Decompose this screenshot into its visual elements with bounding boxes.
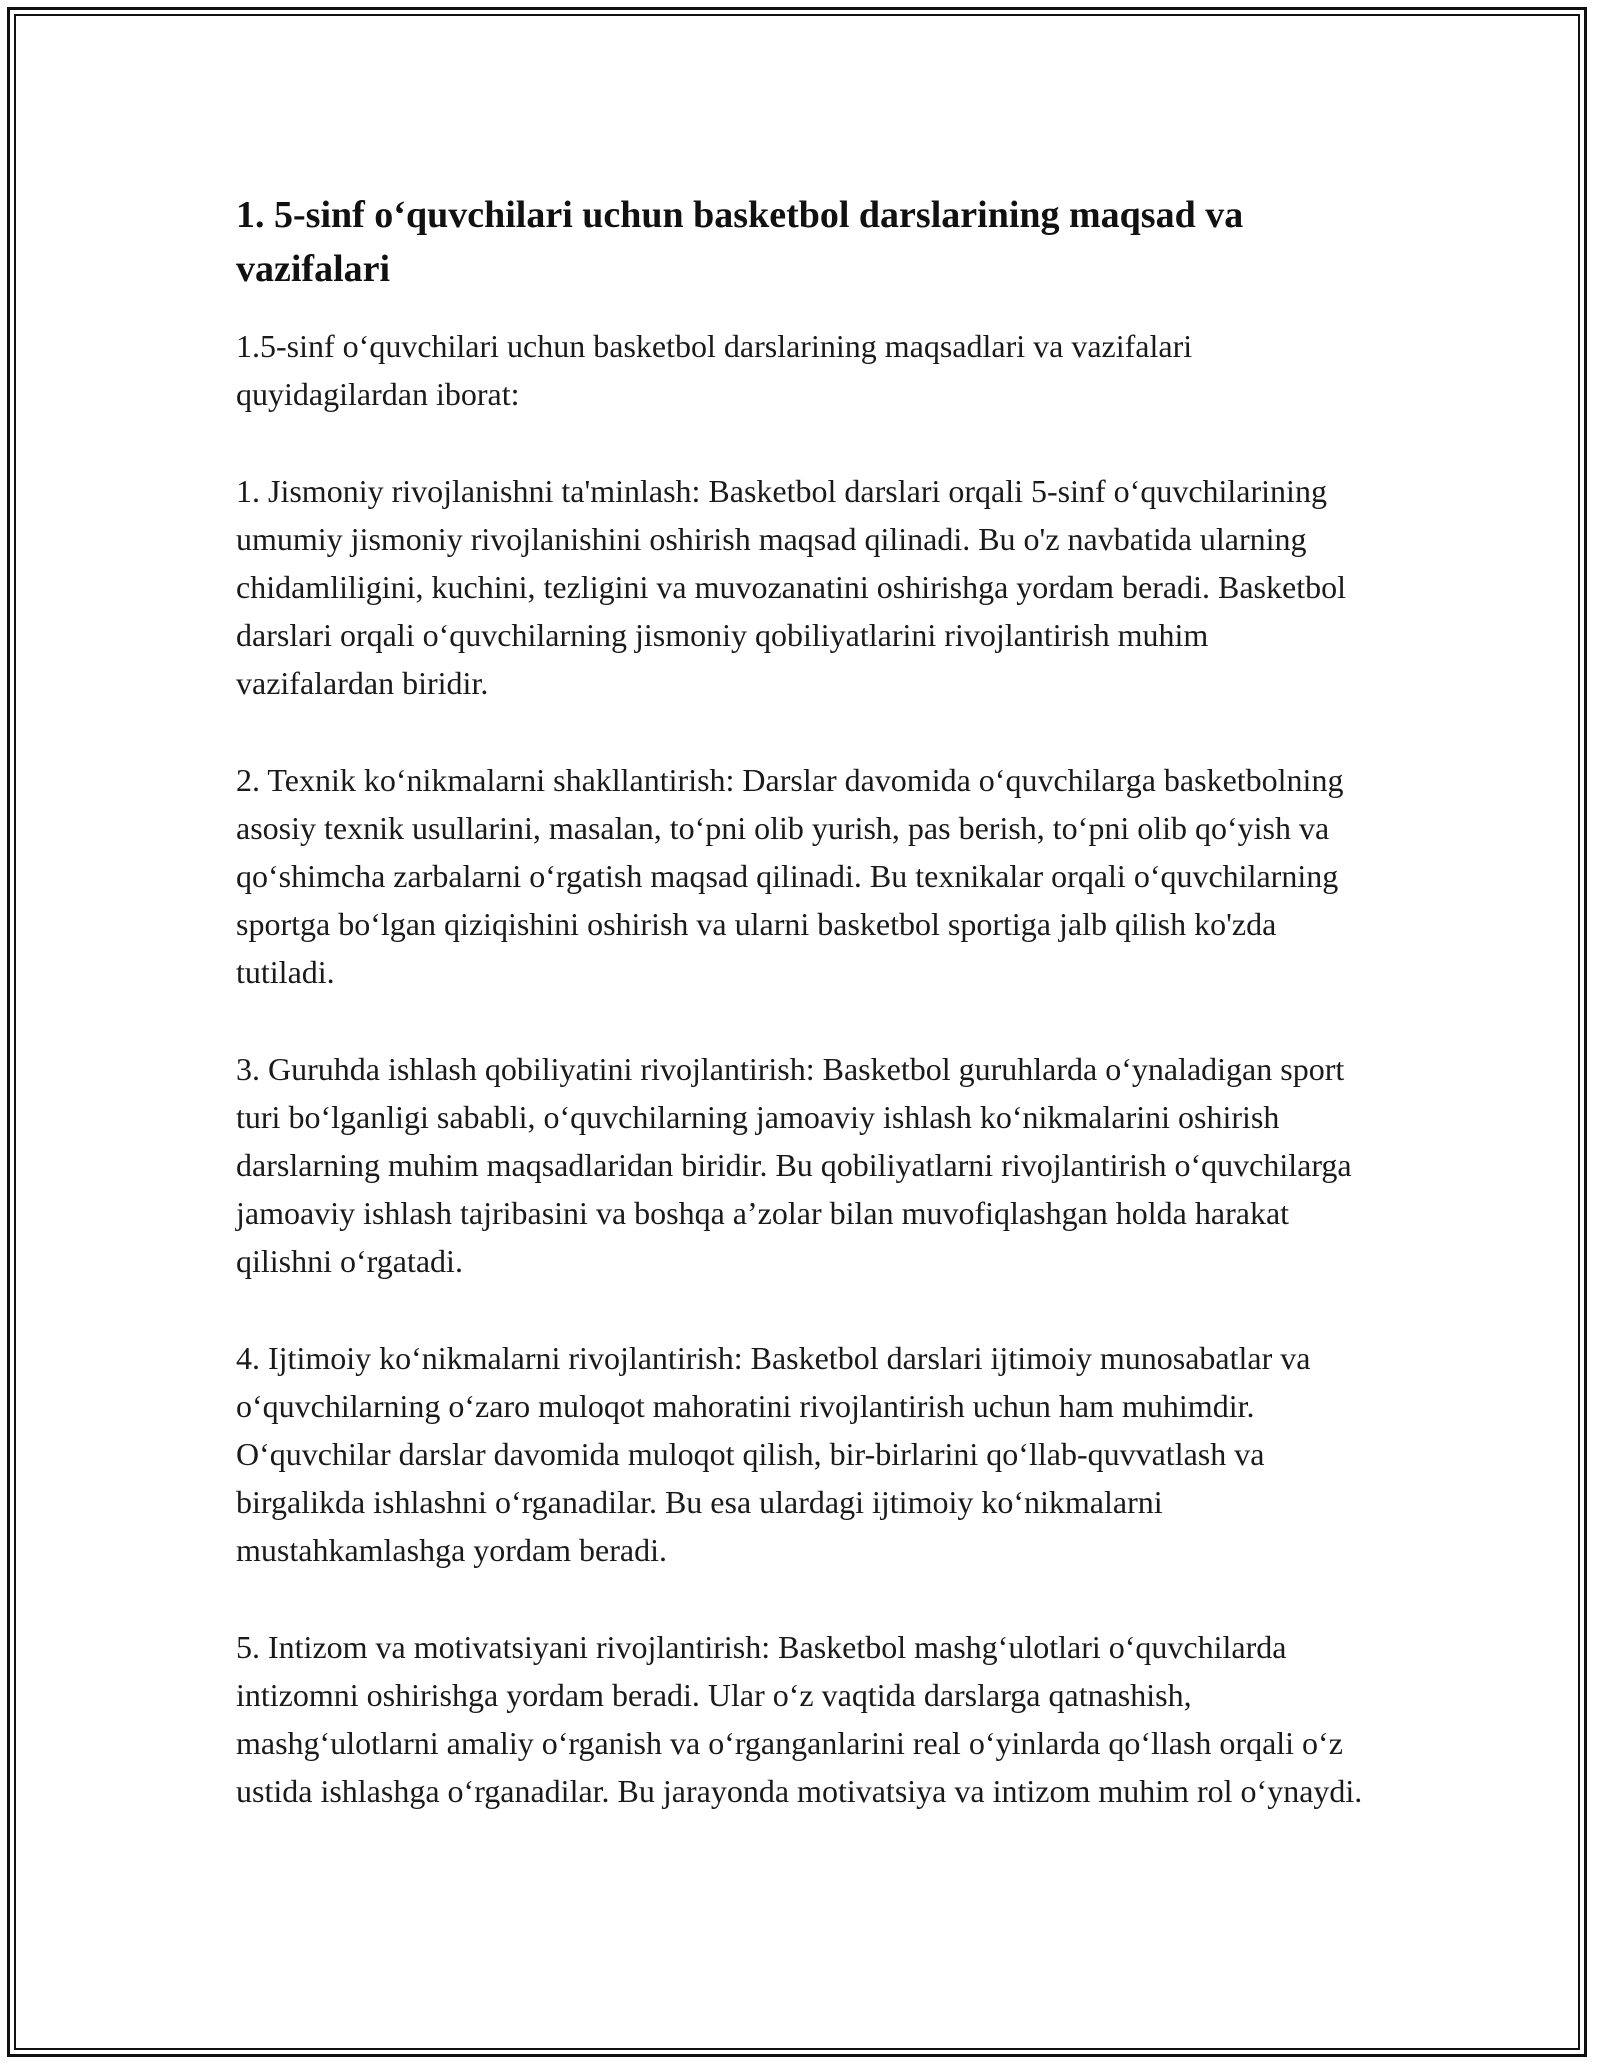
section-paragraph-1: 1. Jismoniy rivojlanishni ta'minlash: Basketbol darslari orqali 5-sinf o‘quvchilarining umumiy jismoniy rivojlanishini oshirish maqsad qilinadi. Bu o'z navbatida ularning chidamliligini, kuchini, tezligini va muvozanatini oshirishga yordam beradi. Basketbol darslari orqali o‘quvchilarning jismoniy qobiliyatlarini rivojlantirish muhim vazifalardan biridir. (236, 473, 1346, 701)
section-paragraph-3: 3. Guruhda ishlash qobiliyatini rivojlantirish: Basketbol guruhlarda o‘ynaladigan sport turi bo‘lganligi sababli, o‘quvchilarning jamoaviy ishlash ko‘nikmalarini oshirish darslarning muhim maqsadlaridan biridir. Bu qobiliyatlarni rivojlantirish o‘quvchilarga jamoaviy ishlash tajribasini va boshqa a’zolar bilan muvofiqlashgan holda harakat qilishni o‘rgatadi. (236, 1051, 1352, 1279)
document-body (236, 188, 1366, 1815)
section-paragraph-5: 5. Intizom va motivatsiyani rivojlantirish: Basketbol mashg‘ulotlari o‘quvchilarda intizomni oshirishga yordam beradi. Ular o‘z vaqtida darslarga qatnashish, mashg‘ulotlarni amaliy o‘rganish va o‘rganganlarini real o‘yinlarda qo‘llash orqali o‘z ustida ishlashga o‘rganadilar. Bu jarayonda motivatsiya va intizom muhim rol o‘ynaydi. (236, 1629, 1363, 1809)
document-title: 1. 5-sinf o‘quvchilari uchun basketbol darslarining maqsad va vazifalari (236, 194, 1244, 290)
intro-paragraph: 1.5-sinf o‘quvchilari uchun basketbol darslarining maqsadlari va vazifalari quyidagilardan iborat: (236, 328, 1193, 412)
section-paragraph-2: 2. Texnik ko‘nikmalarni shakllantirish: Darslar davomida o‘quvchilarga basketbolning asosiy texnik usullarini, masalan, to‘pni olib yurish, pas berish, to‘pni olib qo‘yish va qo‘shimcha zarbalarni o‘rgatish maqsad qilinadi. Bu texnikalar orqali o‘quvchilarning sportga bo‘lgan qiziqishini oshirish va ularni basketbol sportiga jalb qilish ko'zda tutiladi. (236, 762, 1344, 990)
section-paragraph-4: 4. Ijtimoiy ko‘nikmalarni rivojlantirish: Basketbol darslari ijtimoiy munosabatlar va o‘quvchilarning o‘zaro muloqot mahoratini rivojlantirish uchun ham muhimdir. O‘quvchilar darslar davomida muloqot qilish, bir-birlarini qo‘llab-quvvatlash va birgalikda ishlashni o‘rganadilar. Bu esa ulardagi ijtimoiy ko‘nikmalarni mustahkamlashga yordam beradi. (236, 1340, 1311, 1568)
